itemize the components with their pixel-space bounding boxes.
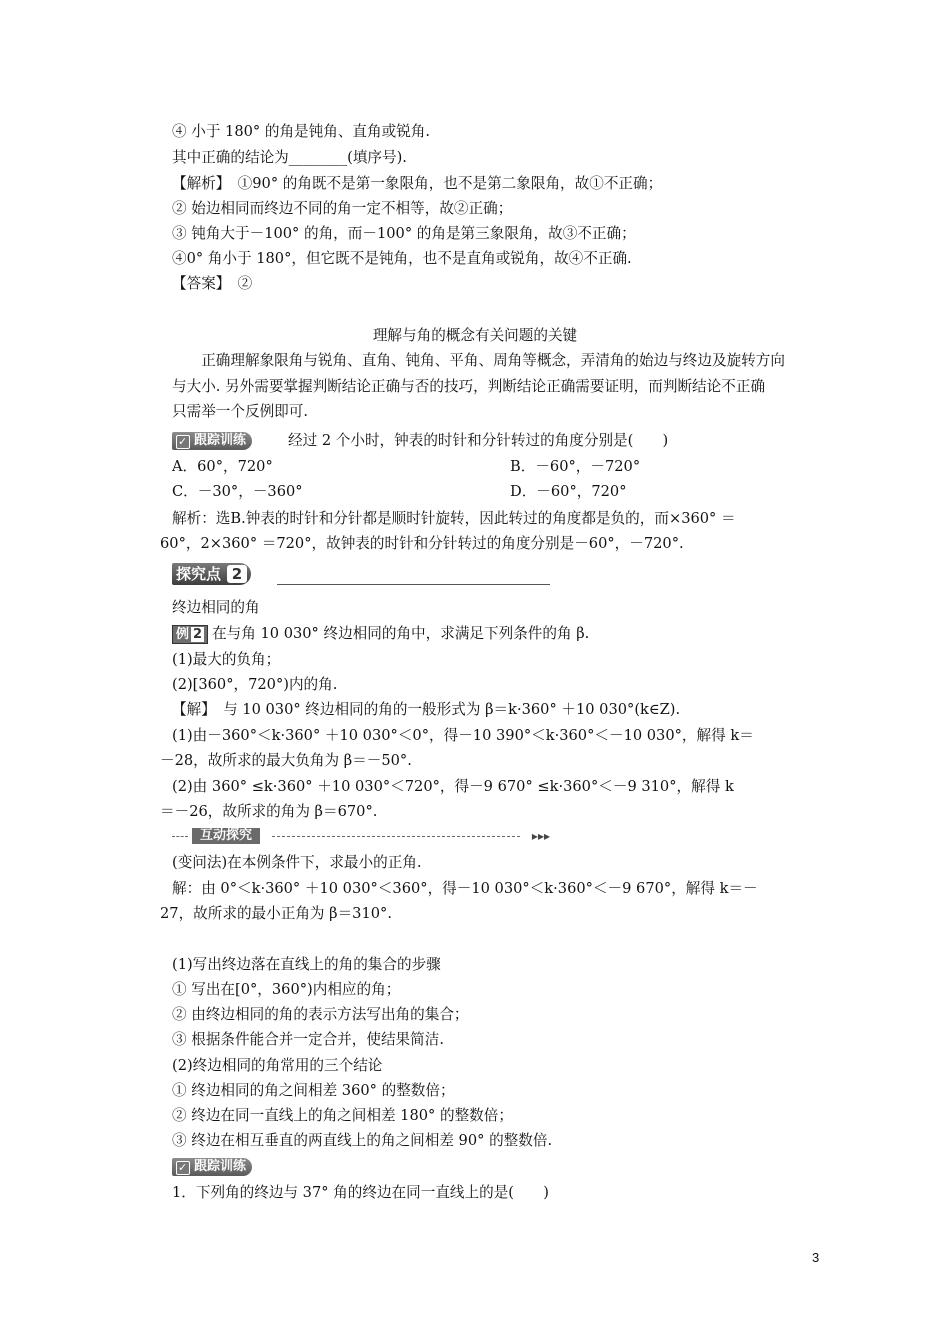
arrow-right-icon: ▸▸▸ (531, 829, 550, 843)
text-line: ② 始边相同而终边不同的角一定不相等，故②正确； (172, 200, 513, 217)
summary-line: (2)终边相同的角常用的三个结论 (172, 1057, 383, 1074)
check-icon (176, 435, 190, 449)
key-title: 理解与角的概念有关问题的关键 (372, 327, 578, 344)
key-paragraph-line: 正确理解象限角与锐角、直角、钝角、平角、周角等概念，弄清角的始边与终边及旋转方向 (172, 352, 785, 369)
option-d: D．－60°，720° (510, 483, 627, 500)
interactive-exploration-header (172, 828, 550, 844)
key-paragraph-line: 只需举一个反例即可. (172, 403, 308, 420)
text-line: 【解析】 ①90° 的角既不是第一象限角，也不是第二象限角，故①不正确； (172, 175, 663, 192)
example-line: ＝－26，故所求的角为 β＝670°. (160, 803, 378, 820)
answer-line: 【答案】 ② (172, 275, 253, 292)
question-stem: 经过 2 个小时，钟表的时针和分针转过的角度分别是( ) (288, 432, 669, 449)
option-a: A．60°，720° (172, 458, 273, 475)
summary-line: ③ 根据条件能合并一定合并，使结果简洁. (172, 1031, 444, 1048)
interactive-exploration-label: 互动探究 (192, 828, 260, 844)
section-tag: 探究点 2 (172, 563, 251, 585)
option-b: B．－60°，－720° (510, 458, 641, 475)
dash-divider (172, 836, 188, 837)
section-number: 2 (227, 565, 247, 583)
summary-line: ① 终边相同的角之间相差 360° 的整数倍； (172, 1082, 455, 1099)
text-line: 其中正确的结论为________(填序号). (172, 149, 407, 166)
example-stem-line: 例 2 在与角 10 030° 终边相同的角中，求满足下列条件的角 β. (172, 624, 589, 644)
example-line: (1)最大的负角； (172, 651, 281, 668)
example-line: (2)[360°，720°)内的角. (172, 676, 338, 693)
option-c: C．－30°，－360° (172, 483, 303, 500)
section-title: 终边相同的角 (172, 599, 260, 616)
summary-line: ③ 终边在相互垂直的两直线上的角之间相差 90° 的整数倍. (172, 1132, 553, 1149)
section-header (172, 563, 550, 585)
question-stem: 1．下列角的终边与 37° 角的终边在同一直线上的是( ) (172, 1184, 549, 1201)
follow-up-label: 跟踪训练 (194, 1159, 247, 1174)
summary-line: ② 终边在同一直线上的角之间相差 180° 的整数倍； (172, 1107, 513, 1124)
example-line: －28，故所求的最大负角为 β＝－50°. (160, 752, 412, 769)
follow-up-badge (172, 1158, 252, 1176)
text-line: ④ 小于 180° 的角是钝角、直角或锐角. (172, 123, 431, 140)
summary-line: (1)写出终边落在直线上的角的集合的步骤 (172, 956, 441, 973)
solution-line: 解析：选B.钟表的时针和分针都是顺时针旋转，因此转过的角度都是负的，而×360° ＝ (172, 510, 736, 527)
exploration-line: 27，故所求的最小正角为 β＝310°. (160, 905, 392, 922)
section-rule (277, 584, 550, 585)
example-tag: 例 2 (172, 625, 208, 644)
check-icon (176, 1161, 190, 1175)
key-paragraph-line: 与大小. 另外需要掌握判断结论正确与否的技巧，判断结论正确需要证明，而判断结论不正确 (172, 378, 766, 395)
text-line: ③ 钝角大于－100° 的角，而－100° 的角是第三象限角，故③不正确； (172, 225, 636, 242)
solution-line: 60°，2×360° ＝720°，故钟表的时针和分针转过的角度分别是－60°，－720°. (160, 535, 684, 552)
example-line: (1)由－360°＜k·360° ＋10 030°＜0°，得－10 390°＜k·360°＜－10 030°，解得 k＝ (172, 727, 754, 744)
exploration-line: 解：由 0°＜k·360° ＋10 030°＜360°，得－10 030°＜k·360°＜－9 670°，解得 k＝－ (172, 880, 758, 897)
example-line: 【解】 与 10 030° 终边相同的角的一般形式为 β＝k·360° ＋10 030°(k∈Z). (172, 701, 681, 718)
follow-up-badge (172, 432, 252, 450)
exploration-line: (变问法)在本例条件下，求最小的正角. (172, 854, 422, 871)
example-line: (2)由 360° ≤k·360° ＋10 030°＜720°，得－9 670° ≤k·360°＜－9 310°，解得 k (172, 778, 734, 795)
text-line: ④0° 角小于 180°，但它既不是钝角，也不是直角或锐角，故④不正确. (172, 250, 632, 267)
page-number: 3 (812, 1250, 820, 1265)
summary-line: ② 由终边相同的角的表示方法写出角的集合； (172, 1006, 469, 1023)
dash-divider (272, 836, 520, 837)
summary-line: ① 写出在[0°，360°)内相应的角； (172, 981, 401, 998)
follow-up-label: 跟踪训练 (194, 433, 247, 448)
